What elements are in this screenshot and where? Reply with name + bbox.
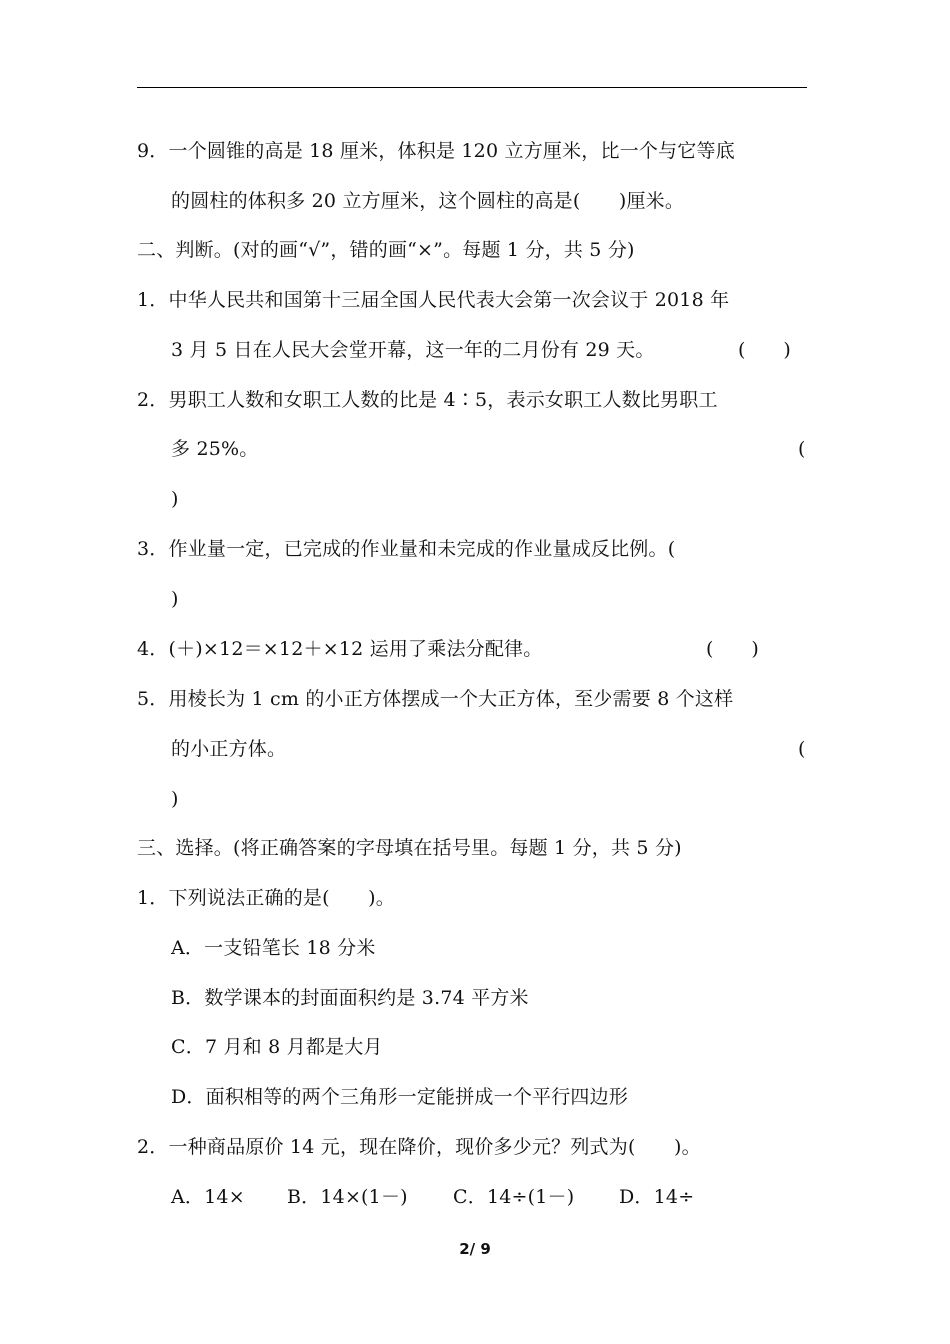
section3-heading: 三、选择。(将正确答案的字母填在括号里。每题 1 分，共 5 分) — [137, 837, 682, 859]
judge-q3-line1: 3．作业量一定，已完成的作业量和未完成的作业量成反比例。( — [137, 538, 676, 560]
judge-q2-answer-open: ( — [798, 438, 806, 460]
judge-q2-line1: 2．男职工人数和女职工人数的比是 4∶5，表示女职工人数比男职工 — [137, 389, 718, 411]
header-rule — [137, 87, 807, 88]
judge-q5-line2: 的小正方体。 — [171, 738, 287, 760]
judge-q1-answer-blank: ( ) — [738, 339, 791, 361]
judge-q2-line2: 多 25%。 — [171, 438, 259, 460]
judge-q4-line1: 4．(＋)×12＝×12＋×12 运用了乘法分配律。 — [137, 638, 543, 660]
choice-q2-option-c: C．14÷(1－) — [453, 1186, 575, 1208]
choice-q2-option-b: B．14×(1－) — [287, 1186, 408, 1208]
choice-q2-stem: 2．一种商品原价 14 元，现在降价，现价多少元？列式为( )。 — [137, 1136, 701, 1158]
judge-q1-line1: 1．中华人民共和国第十三届全国人民代表大会第一次会议于 2018 年 — [137, 289, 730, 311]
choice-q1-option-a: A．一支铅笔长 18 分米 — [171, 937, 376, 959]
judge-q5-answer-open: ( — [798, 738, 806, 760]
judge-q4-answer-blank: ( ) — [706, 638, 759, 660]
judge-q1-line2: 3 月 5 日在人民大会堂开幕，这一年的二月份有 29 天。 — [171, 339, 655, 361]
choice-q1-option-b: B．数学课本的封面面积约是 3.74 平方米 — [171, 987, 529, 1009]
q9-line1: 9．一个圆锥的高是 18 厘米，体积是 120 立方厘米，比一个与它等底 — [137, 140, 735, 162]
judge-q5-line1: 5．用棱长为 1 cm 的小正方体摆成一个大正方体，至少需要 8 个这样 — [137, 688, 734, 710]
judge-q3-line2: ) — [171, 588, 179, 610]
judge-q5-answer-close: ) — [171, 788, 179, 810]
q9-line2: 的圆柱的体积多 20 立方厘米，这个圆柱的高是( )厘米。 — [171, 190, 685, 212]
choice-q2-option-a: A．14× — [171, 1186, 245, 1208]
choice-q1-stem: 1．下列说法正确的是( )。 — [137, 887, 395, 909]
judge-q2-answer-close: ) — [171, 488, 179, 510]
choice-q1-option-c: C．7 月和 8 月都是大月 — [171, 1036, 383, 1058]
choice-q1-option-d: D．面积相等的两个三角形一定能拼成一个平行四边形 — [171, 1086, 629, 1108]
page-number: 2/ 9 — [459, 1240, 491, 1258]
choice-q2-option-d: D．14÷ — [619, 1186, 695, 1208]
section2-heading: 二、判断。(对的画“√”，错的画“×”。每题 1 分，共 5 分) — [137, 239, 635, 261]
